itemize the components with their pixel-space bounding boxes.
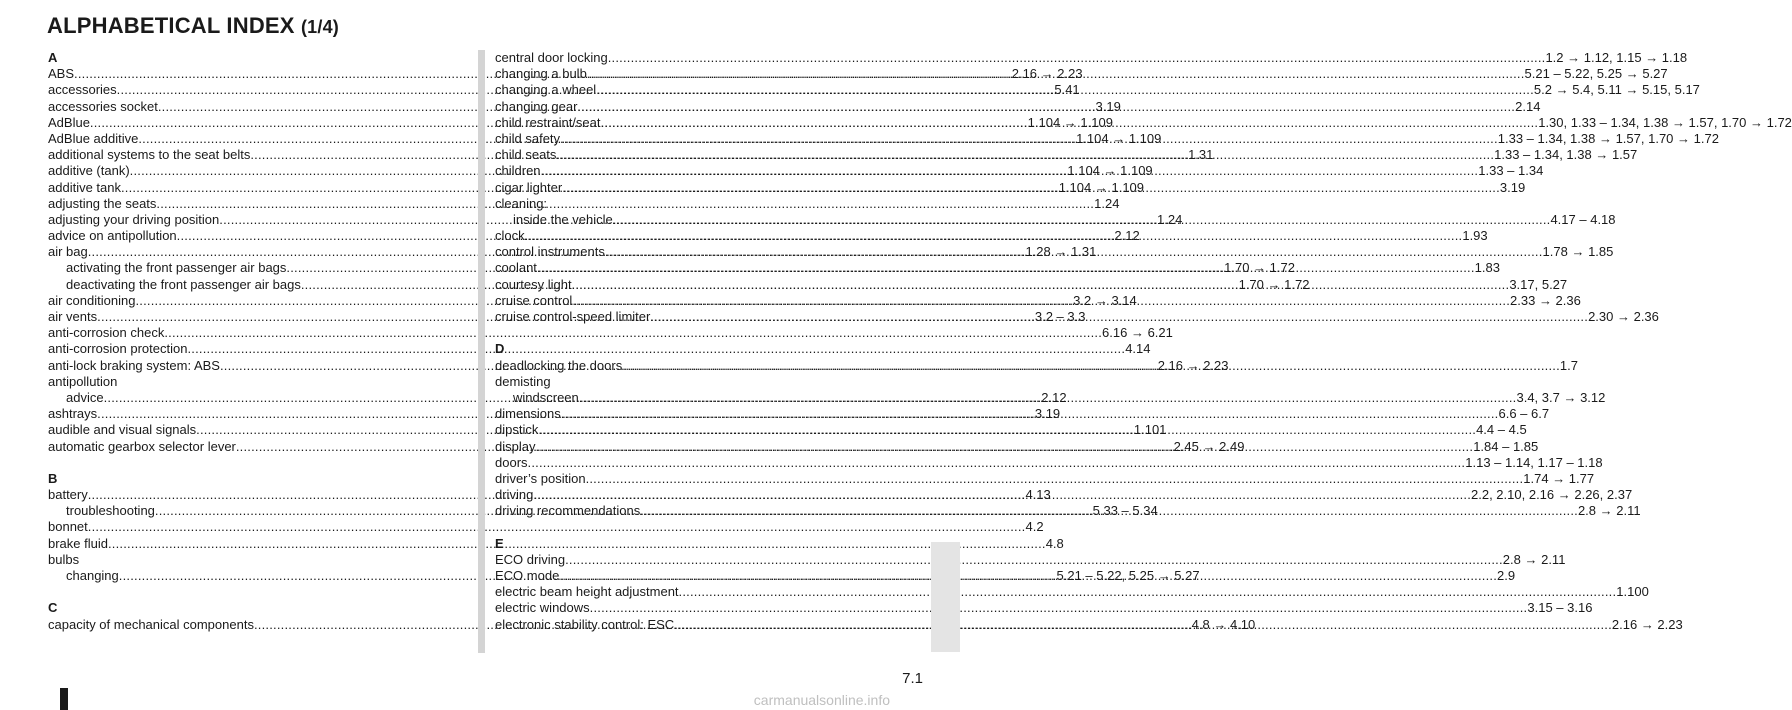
entry-pages: 2.16 → 2.23	[1011, 66, 1083, 82]
index-entry	[495, 454, 1603, 471]
entry-pages: 3.2 → 3.14	[1073, 292, 1137, 308]
dot-leader	[608, 50, 1546, 66]
entry-pages: 1.104 → 1.109	[1067, 163, 1153, 179]
entry-term: dimensions	[495, 406, 561, 422]
entry-term: adjusting your driving position	[48, 211, 220, 227]
dot-leader	[622, 358, 1560, 374]
entry-pages: 1.70 → 1.72	[1238, 276, 1310, 292]
entry-term: electric beam height adjustment	[495, 584, 679, 600]
entry-pages: 1.33 – 1.34, 1.38 → 1.57	[1494, 147, 1638, 163]
entry-term: cigar lighter	[495, 179, 563, 195]
dot-leader	[528, 455, 1466, 471]
entry-pages: 3.19	[1034, 406, 1061, 422]
entry-pages: 2.45 → 2.49	[1173, 438, 1245, 454]
entry-term: clock	[495, 228, 525, 244]
entry-pages: 1.2 → 1.12, 1.15 → 1.18	[1545, 50, 1688, 65]
entry-pages: 1.104 → 1.109	[1076, 130, 1162, 146]
entry-pages: 5.21 – 5.22, 5.25 → 5.27	[1056, 568, 1200, 583]
entry-term: demisting	[495, 373, 551, 389]
entry-pages: 4.8 → 4.10	[1191, 616, 1256, 632]
entry-pages: 1.13 – 1.14, 1.17 – 1.18	[1465, 454, 1603, 470]
entry-pages: 2.12	[1114, 228, 1140, 244]
entry-term: ABS	[48, 66, 75, 82]
entry-term: activating the front passenger air bags	[66, 260, 287, 276]
entry-pages: 3.15 – 3.16	[1527, 600, 1593, 616]
dot-leader	[577, 99, 1515, 115]
black-bar-mark	[60, 688, 68, 710]
section-gap	[495, 519, 882, 535]
dot-leader	[525, 228, 1463, 244]
entry-term: deactivating the front passenger air bags	[66, 276, 301, 292]
entry-pages: 1.28 → 1.31	[1025, 244, 1097, 260]
entry-pages: 2.33 → 2.36	[1510, 292, 1581, 308]
entry-pages: 5.2 → 5.4, 5.11 → 5.15, 5.17	[1533, 82, 1700, 98]
dot-leader	[572, 277, 1510, 293]
entry-term: capacity of mechanical components	[48, 616, 254, 632]
entry-term: windscreen	[513, 389, 579, 405]
index-entry	[495, 470, 1595, 487]
page-number: 7.1	[902, 670, 923, 687]
entry-term: troubleshooting	[66, 503, 155, 519]
dot-leader	[565, 552, 1503, 568]
entry-term: driving	[495, 487, 534, 503]
entry-term: electric windows	[495, 600, 590, 616]
title-part: (1/4)	[300, 17, 339, 37]
index-entry	[495, 196, 882, 212]
dot-leader	[579, 390, 1517, 406]
entry-pages: 4.8	[1045, 535, 1064, 551]
dot-leader	[561, 406, 1499, 422]
entry-term: anti-corrosion check	[48, 325, 165, 341]
entry-term: automatic gearbox selector lever	[48, 438, 236, 454]
dot-leader	[541, 163, 1479, 179]
entry-term: driving recommendations	[495, 503, 641, 519]
entry-pages: 1.7	[1559, 357, 1578, 373]
entry-term: additional systems to the seat belts	[48, 147, 251, 163]
entry-term: changing a wheel	[495, 82, 597, 98]
entry-pages: 1.31	[1188, 147, 1214, 163]
entry-pages: 1.70 → 1.72	[1224, 260, 1295, 276]
entry-term: cleaning:	[495, 195, 548, 211]
entry-pages: 1.78 → 1.85	[1542, 244, 1614, 260]
dot-leader	[556, 147, 1494, 163]
entry-pages: 3.19	[1095, 98, 1121, 114]
dot-leader	[533, 487, 1471, 503]
dot-leader	[538, 422, 1476, 438]
section-letter: D	[495, 341, 505, 357]
title-text: ALPHABETICAL INDEX	[47, 13, 295, 38]
section-gap	[48, 584, 467, 600]
entry-term: advice	[66, 389, 104, 405]
entry-term: additive (tank)	[48, 163, 130, 179]
entry-pages: 1.24	[1094, 195, 1120, 211]
entry-term: battery	[48, 487, 88, 503]
section-letter: A	[48, 50, 58, 65]
entry-pages: 2.30 → 2.36	[1588, 309, 1659, 324]
entry-term: audible and visual signals	[48, 422, 197, 438]
index-entry	[495, 584, 1649, 600]
entry-pages: 3.2 – 3.3	[1034, 309, 1086, 324]
dot-leader	[572, 293, 1510, 309]
page-title	[47, 13, 339, 39]
entry-pages: 3.17, 5.27	[1509, 276, 1568, 292]
entry-pages: 4.17 – 4.18	[1550, 211, 1616, 227]
entry-term: deadlocking the doors	[495, 357, 623, 373]
index-entry	[48, 325, 1173, 341]
entry-term: air conditioning	[48, 292, 136, 308]
entry-term: changing	[66, 568, 119, 583]
section-letter: B	[48, 470, 58, 486]
entry-term: ECO mode	[495, 568, 560, 583]
entry-pages: 5.21 – 5.22, 5.25 → 5.27	[1524, 66, 1668, 82]
entry-pages: 2.8 → 2.11	[1577, 503, 1641, 519]
entry-term: children	[495, 163, 541, 179]
entry-pages: 2.8 → 2.11	[1502, 551, 1566, 567]
entry-term: bulbs	[48, 551, 80, 567]
entry-pages: 1.74 → 1.77	[1523, 470, 1595, 486]
entry-term: AdBlue additive	[48, 130, 139, 146]
entry-term: display	[495, 438, 536, 454]
entry-pages: 4.2	[1025, 519, 1044, 535]
index-entry	[48, 535, 1064, 552]
entry-pages: 1.30, 1.33 – 1.34, 1.38 → 1.57, 1.70 → 1.72	[1538, 114, 1792, 130]
entry-term: changing gear	[495, 98, 578, 114]
index-entry	[495, 50, 1688, 66]
entry-term: ashtrays	[48, 406, 98, 422]
entry-term: air bag	[48, 244, 88, 260]
dot-leader	[605, 244, 1543, 260]
dot-leader	[650, 309, 1588, 325]
entry-term: cruise control-speed limiter	[495, 309, 651, 324]
entry-pages: 1.33 – 1.34	[1478, 163, 1544, 179]
entry-term: inside the vehicle	[513, 211, 613, 227]
entry-term: advice on antipollution	[48, 228, 177, 244]
entry-pages: 5.41	[1054, 82, 1080, 98]
entry-term: child safety	[495, 130, 561, 146]
entry-term: doors	[495, 454, 528, 470]
column-divider	[478, 50, 485, 653]
index-entry	[495, 551, 1566, 568]
entry-term: antipollution	[48, 373, 118, 389]
entry-pages: 3.4, 3.7 → 3.12	[1516, 389, 1606, 405]
entry-pages: 5.33 – 5.34	[1092, 503, 1158, 519]
index-entry	[48, 552, 467, 568]
entry-pages: 1.33 – 1.34, 1.38 → 1.57, 1.70 → 1.72	[1497, 130, 1719, 146]
entry-pages: 2.16 → 2.23	[1157, 357, 1229, 373]
dot-leader	[560, 131, 1498, 147]
entry-term: child seats	[495, 147, 557, 163]
entry-term: electronic stability control: ESC	[495, 616, 675, 632]
dot-leader	[674, 617, 1612, 633]
entry-pages: 1.101	[1133, 422, 1167, 438]
entry-term: anti-lock braking system: ABS	[48, 357, 220, 373]
entry-term: dipstick	[495, 422, 539, 438]
dot-leader	[613, 212, 1551, 228]
dot-leader	[587, 66, 1525, 82]
entry-pages: 6.16 → 6.21	[1102, 325, 1173, 341]
entry-term: courtesy light	[495, 276, 572, 292]
entry-pages: 1.104 → 1.109	[1027, 114, 1113, 130]
index-entry	[48, 519, 1044, 535]
dot-leader	[537, 260, 1475, 276]
entry-term: child restraint/seat	[495, 114, 601, 130]
entry-term: central door locking	[495, 50, 608, 65]
entry-pages: 2.16 → 2.23	[1611, 616, 1683, 632]
entry-term: driver’s position	[495, 470, 586, 486]
entry-term: AdBlue	[48, 114, 90, 130]
entry-pages: 1.100	[1616, 584, 1649, 600]
entry-term: ECO driving	[495, 551, 566, 567]
entry-term: adjusting the seats	[48, 195, 157, 211]
dot-leader	[562, 180, 1500, 196]
entry-term: cruise control	[495, 292, 573, 308]
entry-pages: 1.84 – 1.85	[1473, 438, 1539, 454]
section-letter: E	[495, 535, 504, 551]
entry-term: bonnet	[48, 519, 88, 535]
entry-term: accessories socket	[48, 98, 158, 114]
entry-pages: 1.24	[1157, 211, 1183, 227]
dot-leader	[586, 471, 1524, 487]
dot-leader	[679, 584, 1617, 600]
section-tab-marker	[931, 542, 960, 652]
watermark: carmanualsonline.info	[753, 692, 890, 708]
entry-term: anti-corrosion protection	[48, 341, 188, 357]
entry-pages: 6.6 – 6.7	[1498, 406, 1550, 422]
entry-term: accessories	[48, 82, 117, 98]
entry-pages: 2.9	[1497, 568, 1516, 583]
dot-leader	[596, 82, 1534, 98]
entry-pages: 1.83	[1474, 260, 1500, 276]
index-entry	[48, 341, 1151, 357]
entry-pages: 2.14	[1515, 98, 1541, 114]
entry-pages: 1.104 → 1.109	[1058, 179, 1145, 195]
entry-pages: 4.4 – 4.5	[1476, 422, 1527, 438]
entry-term: changing a bulb	[495, 66, 587, 82]
entry-pages: 2.2, 2.10, 2.16 → 2.26, 2.37	[1471, 487, 1633, 503]
entry-pages: 1.93	[1462, 228, 1488, 244]
entry-pages: 4.14	[1125, 341, 1151, 357]
dot-leader	[590, 600, 1528, 616]
entry-term: control instruments	[495, 244, 605, 260]
index-entry	[48, 374, 467, 390]
entry-term: coolant	[495, 260, 537, 276]
section-gap	[495, 325, 882, 341]
dot-leader	[601, 115, 1539, 131]
index-entry	[495, 374, 882, 390]
section-letter: C	[48, 600, 58, 616]
index-entry	[495, 600, 1593, 616]
section-gap	[48, 455, 467, 471]
entry-term: additive tank	[48, 179, 121, 195]
entry-term: brake fluid	[48, 535, 108, 551]
dot-leader	[559, 568, 1497, 584]
entry-pages: 2.12	[1041, 389, 1067, 405]
entry-pages: 3.19	[1499, 179, 1526, 195]
dot-leader	[640, 503, 1578, 519]
entry-term: air vents	[48, 309, 98, 324]
entry-pages: 4.13	[1025, 487, 1051, 503]
dot-leader	[535, 439, 1473, 455]
